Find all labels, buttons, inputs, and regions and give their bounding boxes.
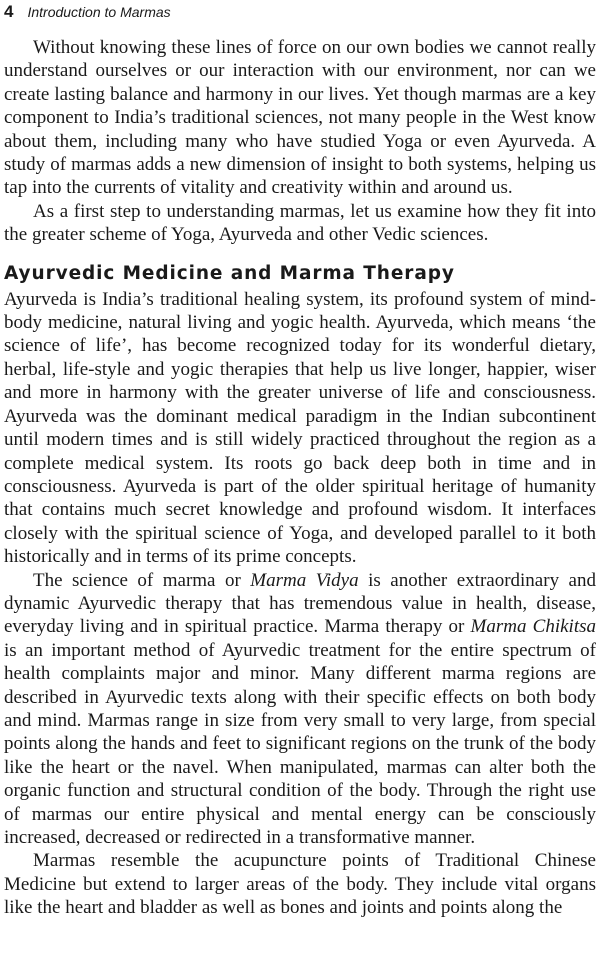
paragraph: Ayurveda is India’s traditional healing system, its profound system of mind-body medicine, natural living and yogic health. Ayurveda, which means ‘the science of life’, has become recognized today for its wonderful dietary, herbal, life-style and yogic therapies that help us live longer, happier, wiser and more in harmony with the greater universe of life and consciousness. Ayurveda was the dominant medical paradigm in the Indian subcontinent until modern times and is still widely practiced throughout the region as a complete medical system. Its roots go back deep both in time and in consciousness. Ayurveda is part of the older spiritual heritage of humanity that contains much secret knowledge and profound wisdom. It interfaces closely with the spiritual science of Yoga, and developed parallel to it both historically and in terms of its prime concepts. <box>4 288 596 568</box>
paragraph: As a first step to understanding marmas, let us examine how they fit into the greater scheme of Yoga, Ayurveda and other Vedic sciences. <box>4 200 596 246</box>
body-text <box>4 36 596 920</box>
text-run: is another extraordinary and dynamic Ayurvedic therapy that has tremendous value in health, disease, everyday living and in spiritual practice. Marma therapy or <box>4 569 596 638</box>
section-heading: Ayurvedic Medicine and Marma Therapy <box>4 262 455 284</box>
text-run: is an important method of Ayurvedic treatment for the entire spectrum of health complaints major and minor. Many different marma regions are described in Ayurvedic texts along with their specific effects on both body and mind. Marmas range in size from very small to very large, from special points along the hands and feet to significant regions on the trunk of the body like the heart or the navel. When manipulated, marmas can alter both the organic function and structural condition of the body. Through the right use of marmas our entire physical and mental energy can be consciously increased, decreased or redirected in a transformative manner. <box>4 639 596 848</box>
running-title: Introduction to Marmas <box>27 4 171 20</box>
running-header <box>4 2 171 24</box>
term-marma-chikitsa: Marma Chikitsa <box>470 616 596 638</box>
text-run: The science of marma or <box>33 569 251 591</box>
paragraph: Marmas resemble the acupuncture points of Traditional Chinese Medicine but extend to larger areas of the body. They include vital organs like the heart and bladder as well as bones and joints and points along the <box>4 850 596 919</box>
paragraph: Without knowing these lines of force on our own bodies we cannot really understand ourselves or our interaction with our environment, nor can we create lasting balance and harmony in our lives. Yet though marmas are a key component to India’s traditional sciences, not many people in the West know about them, including many who have studied Yoga or even Ayurveda. A study of marmas adds a new dimension of insight to both systems, helping us tap into the currents of vitality and creativity within and around us. <box>4 37 596 199</box>
term-marma-vidya: Marma Vidya <box>250 569 359 591</box>
page-number: 4 <box>4 2 14 21</box>
paragraph <box>4 569 596 850</box>
